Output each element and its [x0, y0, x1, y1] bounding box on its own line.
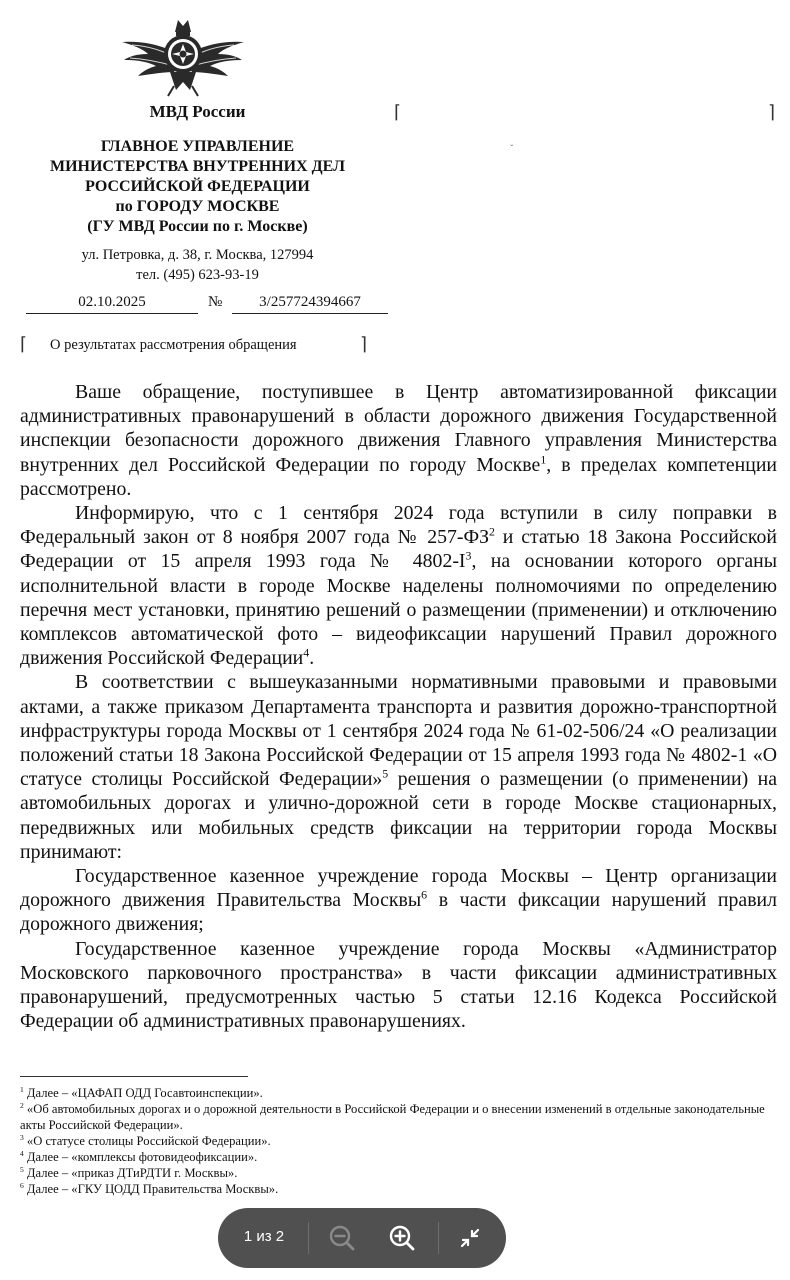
paragraph: Государственное казенное учреждение города Москвы «Администратор Московского парковочного пространства» в части фиксации административных правонарушений, предусмотренных частью 5 статьи 12.16 Кодекса Российской Федерации об административных правонарушениях. — [20, 937, 777, 1033]
number-sign: № — [208, 294, 223, 310]
footnotes — [20, 1085, 777, 1197]
corner-bracket-right: ⌉ — [360, 334, 368, 355]
mvd-emblem — [118, 12, 248, 98]
viewer-toolbar — [218, 1208, 506, 1268]
footnote: $^3$ «О статусе столицы Российской Федерации». — [20, 1132, 271, 1148]
footnote-ref: 5 — [382, 766, 389, 781]
registration-row — [20, 294, 380, 316]
footnote-ref: 4 — [303, 645, 310, 660]
phone: тел. (495) 623-93-19 — [136, 267, 259, 283]
footnote-ref: 2 — [489, 524, 495, 539]
footnote: $^5$ Далее – «приказ ДТиРДТИ г. Москвы». — [20, 1164, 238, 1180]
page-indicator: 1 из 2 — [243, 1228, 285, 1245]
footnote: $^1$ Далее – «ЦАФАП ОДД Госавтоинспекции». — [20, 1084, 263, 1100]
department-line: (ГУ МВД России по г. Москве) — [87, 218, 308, 235]
paragraph: Информирую, что с 1 сентября 2024 года вступили в силу поправки в Федеральный закон от 8 ноября 2007 года № $257-ФЗ^2$ и статью 18 Закона Российской Федерации от 15 апреля 1993 года № $4802-I^3$, на основании которого органы исполнительной власти в городе Москве наделены полномочиями по определению перечня мест установки, принятию решений о размещении (применении) и отключению комплексов автоматической фото – видеофиксации нарушений Правил дорожного движения Российской Федерации$^4$. — [20, 502, 778, 670]
department-line: по ГОРОДУ МОСКВЕ — [115, 198, 280, 215]
letter-body — [20, 380, 777, 1033]
registration-number: 3/257724394667 — [232, 294, 388, 314]
department-line: РОССИЙСКОЙ ФЕДЕРАЦИИ — [85, 178, 310, 195]
addressee-corner-right: ⌉ — [768, 102, 776, 123]
footnote-separator — [20, 1076, 248, 1077]
letter-date: 02.10.2025 — [26, 294, 198, 314]
zoom-out-button[interactable] — [326, 1222, 358, 1254]
footnote: $^4$ Далее – «комплексы фотовидеофиксации». — [20, 1148, 258, 1164]
footnote-ref: 6 — [421, 887, 428, 902]
footnote-ref: 1 — [540, 452, 547, 467]
ministry-name: МВД России — [149, 102, 246, 121]
footnote-ref: 3 — [465, 548, 472, 563]
footnote: $^2$ «Об автомобильных дорогах и о дорожной деятельности в Российской Федерации и о внесении изменений в отдельные законодательные акты Российской Федерации». — [20, 1100, 765, 1132]
mark-tick: ˇ — [510, 144, 514, 155]
toolbar-divider — [438, 1222, 439, 1254]
address: ул. Петровка, д. 38, г. Москва, 127994 — [81, 247, 314, 263]
corner-bracket-left: ⌈ — [20, 334, 28, 355]
zoom-in-button[interactable] — [386, 1222, 418, 1254]
paragraph: Государственное казенное учреждение города Москвы – Центр организации дорожного движения Правительства Москвы$^6$ в части фиксации нарушений правил дорожного движения; — [20, 865, 777, 936]
paragraph: В соответствии с вышеуказанными нормативными правовыми и правовыми актами, а также приказом Департамента транспорта и развития дорожно-транспортной инфраструктуры города Москвы от 1 сентября 2024 года № 61-02-506/24 «О реализации положений статьи 18 Закона Российской Федерации от 15 апреля 1993 года № 4802-1 «О статусе столицы Российской Федерации»$^5$ решения о размещении (о применении) на автомобильных дорогах и улично-дорожной сети в городе Москве стационарных, передвижных или мобильных средств фиксации на территории города Москвы принимают: — [20, 671, 777, 863]
collapse-button[interactable] — [454, 1222, 486, 1254]
paragraph: Ваше обращение, поступившее в Центр автоматизированной фиксации административных правонарушений в области дорожного движения Государственной инспекции безопасности дорожного движения Главного управления Министерства внутренних дел Российской Федерации по городу Москве$^1$, в пределах компетенции рассмотрено. — [20, 381, 778, 500]
collapse-icon — [454, 1222, 486, 1254]
department-line: ГЛАВНОЕ УПРАВЛЕНИЕ — [100, 138, 295, 155]
address-block — [20, 245, 375, 285]
department-line: МИНИСТЕРСТВА ВНУТРЕННИХ ДЕЛ — [49, 158, 345, 175]
department-name — [20, 137, 375, 237]
zoom-in-icon — [386, 1222, 418, 1254]
subject-text: О результатах рассмотрения обращения — [50, 337, 297, 353]
zoom-out-icon — [326, 1222, 358, 1254]
footnote: $^6$ Далее – «ГКУ ЦОДД Правительства Москвы». — [20, 1180, 279, 1196]
toolbar-divider — [308, 1222, 309, 1254]
addressee-corner-left: ⌈ — [394, 102, 402, 123]
